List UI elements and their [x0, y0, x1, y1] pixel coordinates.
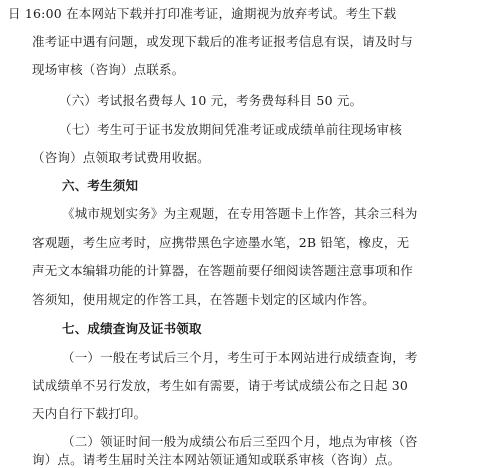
paragraph-line: 天内自行下载打印。 — [32, 406, 147, 421]
paragraph-line: （一）一般在考试后三个月，考生可于本网站进行成绩查询，考 — [62, 350, 418, 365]
paragraph-line: 现场审核（咨询）点联系。 — [32, 62, 185, 77]
receipt-item-seven: （七）考生可于证书发放期间凭准考证或成绩单前往现场审核 — [59, 122, 402, 137]
paragraph-line: 《城市规划实务》为主观题，在专用答题卡上作答，其余三科为 — [62, 206, 418, 221]
paragraph-line: 试成绩单不另行发放，考生如有需要，请于考试成绩公布之日起 30 — [32, 378, 409, 393]
paragraph-line: 日 16:00 在本网站下载并打印准考证，逾期视为放弃考试。考生下载 — [8, 6, 397, 21]
paragraph-line: 客观题，考生应考时，应携带黑色字迹墨水笔，2B 铅笔，橡皮，无 — [32, 235, 410, 250]
section-heading-candidate-notice: 六、考生须知 — [62, 178, 139, 193]
paragraph-line: （咨询）点领取考试费用收据。 — [32, 150, 210, 165]
paragraph-line: 答须知，使用规定的作答工具，在答题卡划定的区域内作答。 — [32, 292, 375, 307]
fee-item-six: （六）考试报名费每人 10 元，考务费每科目 50 元。 — [59, 93, 363, 108]
paragraph-line: 询）点。请考生届时关注本网站领证通知或联系审核（咨询）点。 — [32, 452, 401, 467]
section-heading-score-certificate: 七、成绩查询及证书领取 — [62, 321, 202, 336]
paragraph-line: 准考证中遇有问题，或发现下载后的准考证报考信息有误，请及时与 — [32, 34, 414, 49]
paragraph-line: （二）领证时间一般为成绩公布后三至四个月，地点为审核（咨 — [62, 434, 418, 449]
paragraph-line: 声无文本编辑功能的计算器，在答题前要仔细阅读答题注意事项和作 — [32, 263, 414, 278]
